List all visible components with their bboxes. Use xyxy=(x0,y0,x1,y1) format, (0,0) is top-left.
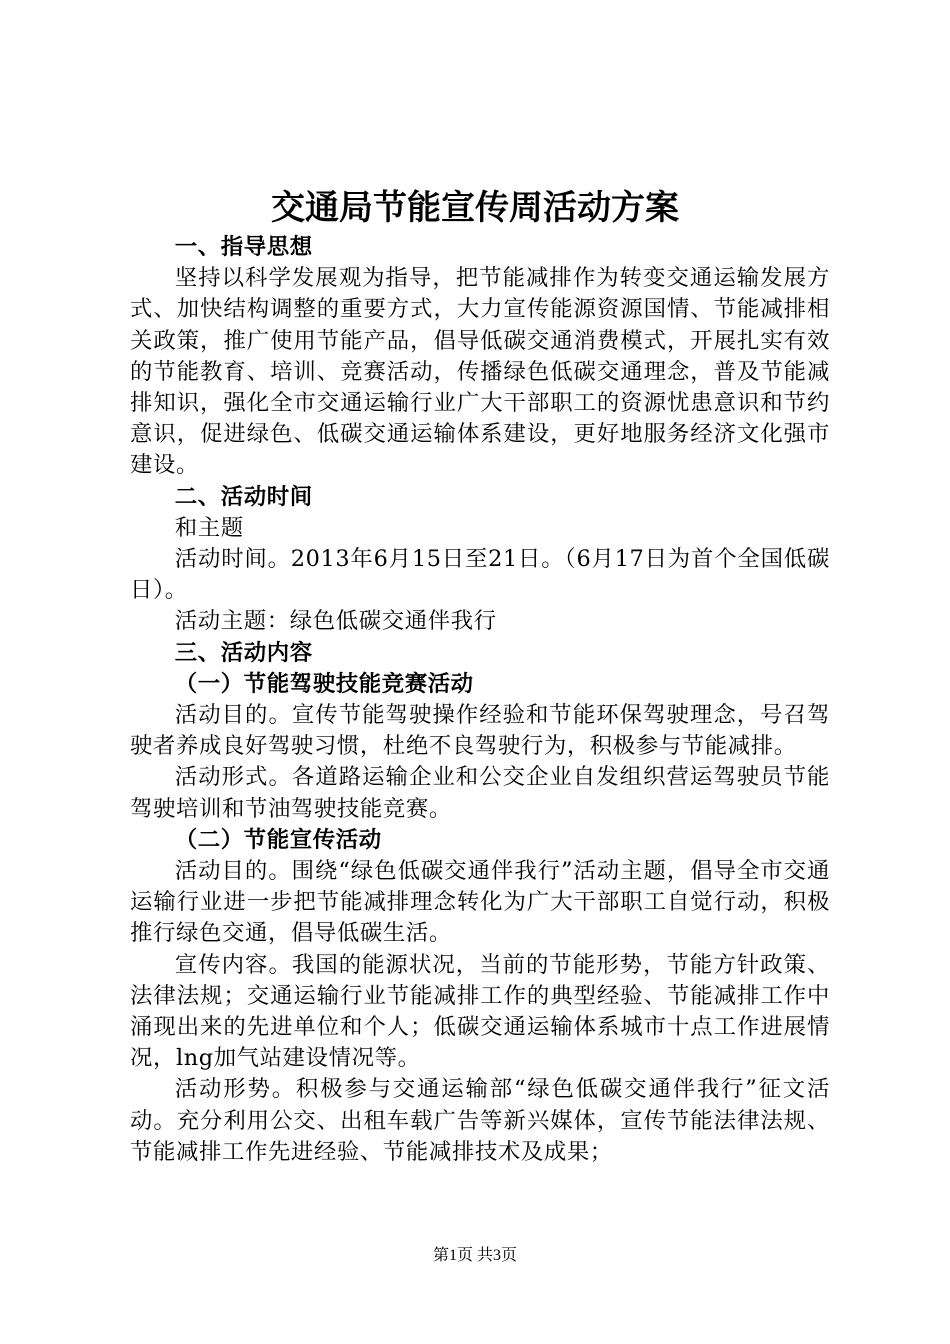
paragraph: 活动形式。各道路运输企业和公交企业自发组织营运驾驶员节能驾驶培训和节油驾驶技能竞赛。 xyxy=(130,764,830,822)
paragraph: 活动形势。积极参与交通运输部“绿色低碳交通伴我行”征文活动。充分利用公交、出租车载广告等新兴媒体，宣传节能法律法规、节能减排工作先进经验、节能减排技术及成果； xyxy=(130,1076,830,1165)
paragraph: 坚持以科学发展观为指导，把节能减排作为转变交通运输发展方式、加快结构调整的重要方式，大力宣传能源资源国情、节能减排相关政策，推广使用节能产品，倡导低碳交通消费模式，开展扎实有效的节能教育、培训、竞赛活动，传播绿色低碳交通理念，普及节能减排知识，强化全市交通运输行业广大干部职工的资源忧患意识和节约意识，促进绿色、低碳交通运输体系建设，更好地服务经济文化强市建设。 xyxy=(130,265,830,479)
section-heading: 二、活动时间 xyxy=(174,483,313,510)
page-number: 第1页 共3页 xyxy=(432,1247,517,1264)
paragraph: 活动时间。2013年6月15日至21日。（6月17日为首个全国低碳日）。 xyxy=(130,546,830,604)
paragraph: 活动目的。围绕“绿色低碳交通伴我行”活动主题，倡导全市交通运输行业进一步把节能减排理念转化为广大干部职工自觉行动，积极推行绿色交通，倡导低碳生活。 xyxy=(130,858,830,947)
section-heading: 三、活动内容 xyxy=(174,639,313,666)
section-heading: 一、指导思想 xyxy=(174,234,313,260)
section-heading: （一）节能驾驶技能竞赛活动 xyxy=(174,670,474,697)
paragraph: 活动目的。宣传节能驾驶操作经验和节能环保驾驶理念，号召驾驶者养成良好驾驶习惯，杜绝不良驾驶行为，积极参与节能减排。 xyxy=(130,702,830,760)
paragraph: 和主题 xyxy=(174,514,244,541)
paragraph: 活动主题：绿色低碳交通伴我行 xyxy=(174,608,497,635)
paragraph: 宣传内容。我国的能源状况，当前的节能形势，节能方针政策、法律法规；交通运输行业节能减排工作的典型经验、节能减排工作中涌现出来的先进单位和个人；低碳交通运输体系城市十点工作进展情况，lng加气站建设情况等。 xyxy=(130,951,830,1072)
section-heading: （二）节能宣传活动 xyxy=(174,826,382,853)
document-title: 交通局节能宣传周活动方案 xyxy=(271,188,679,228)
document-body xyxy=(130,232,830,1168)
